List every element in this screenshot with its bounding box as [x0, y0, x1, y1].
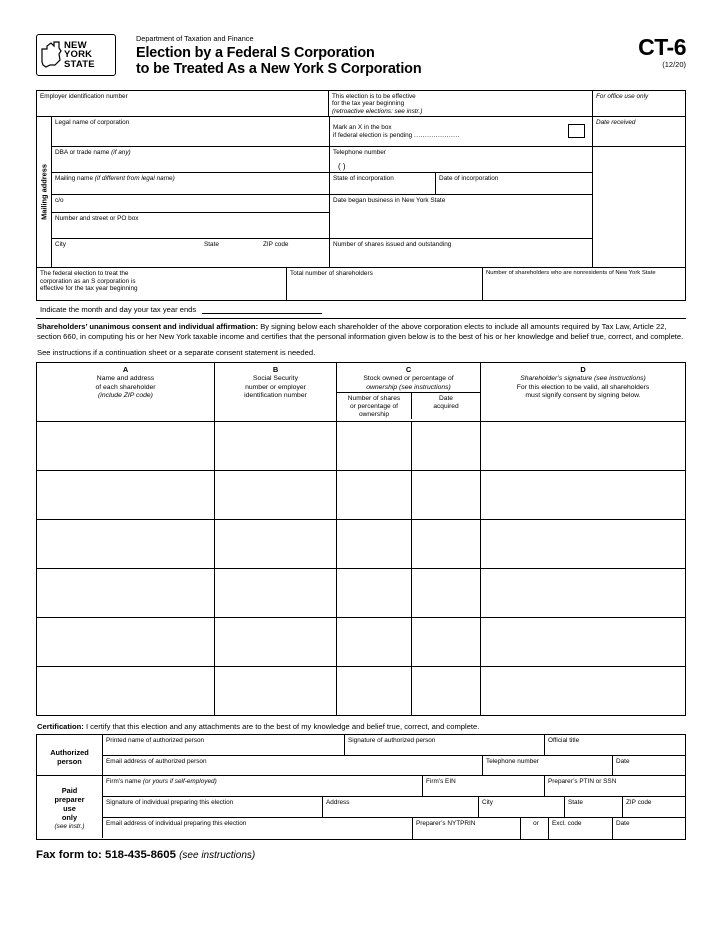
zip-preparer-field[interactable]: [623, 797, 685, 817]
official-title-field[interactable]: [545, 735, 685, 755]
cell-ssn-ein[interactable]: [215, 569, 337, 617]
shareholder-table-header: [37, 363, 685, 421]
nytprin-field[interactable]: [413, 818, 521, 839]
date-began-label: Date began business in New York State: [333, 196, 446, 204]
new-york-state-logo: [36, 34, 116, 76]
date-preparer-field[interactable]: [613, 818, 685, 839]
department-name: Department of Taxation and Finance: [136, 34, 254, 43]
cell-shares[interactable]: [337, 520, 412, 568]
signature-authorized-field[interactable]: [345, 735, 545, 755]
signature-section: [36, 734, 686, 840]
column-header-a: [37, 363, 215, 421]
form-number-block: [600, 34, 686, 69]
consent-paragraph: [37, 322, 686, 342]
federal-election-effective-field[interactable]: [37, 268, 287, 300]
fax-instructions: [36, 849, 686, 861]
co-field[interactable]: [52, 195, 329, 213]
cell-ssn-ein[interactable]: [215, 471, 337, 519]
logo-line3: STATE: [64, 58, 95, 70]
effective-label-line1: This election is to be effective: [332, 92, 416, 100]
effective-label-italic: (retroactive elections: see instr.): [332, 107, 423, 115]
cell-date-acquired[interactable]: [412, 422, 481, 470]
date-received-field: [593, 117, 685, 147]
table-row[interactable]: [37, 617, 685, 666]
ein-label: Employer identification number: [40, 92, 128, 100]
certification-body: I certify that this election and any attachments are to the best of my knowledge and belief true, correct, and complete.: [83, 722, 480, 732]
city-preparer-label: City: [482, 798, 494, 806]
mailing-name-label-text: Mailing name: [55, 174, 94, 182]
state-preparer-label: State: [568, 798, 583, 806]
column-b-letter: B: [272, 365, 279, 375]
cell-signature[interactable]: [481, 520, 685, 568]
logo-line1: NEW: [64, 39, 87, 51]
fax-label: Fax form to: 518-435-8605: [36, 849, 176, 862]
shareholder-table: [36, 362, 686, 716]
paid-preparer-fields: [103, 776, 685, 839]
state-incorp-label: State of incorporation: [333, 174, 394, 182]
cell-name-address[interactable]: [37, 667, 215, 715]
signature-authorized-label: Signature of authorized person: [348, 736, 436, 744]
column-c-sub1: [337, 393, 412, 419]
firm-name-field[interactable]: [103, 776, 423, 796]
form-revision: (12/20): [662, 60, 686, 69]
preparer-ptin-field[interactable]: [545, 776, 685, 796]
official-title-label: Official title: [548, 736, 580, 744]
column-header-b: [215, 363, 337, 421]
federal-left-line2: corporation as an S corporation is: [40, 277, 136, 285]
dba-label: [52, 147, 329, 156]
email-individual-field[interactable]: [103, 818, 413, 839]
preparer-ptin-label: Preparer’s PTIN or SSN: [548, 777, 617, 785]
cell-shares[interactable]: [337, 667, 412, 715]
authorized-person-stub: [37, 735, 103, 775]
certification-paragraph: [37, 722, 686, 731]
federal-left-line1: The federal election to treat the: [40, 270, 129, 277]
email-authorized-field[interactable]: [103, 756, 483, 775]
logo-text: [64, 41, 95, 70]
tax-year-end-input[interactable]: [202, 305, 322, 314]
section-divider: [36, 318, 686, 319]
email-authorized-label: Email address of authorized person: [106, 757, 207, 765]
fax-italic: (see instructions): [179, 850, 256, 862]
date-incorp-label: Date of incorporation: [439, 174, 499, 182]
authorized-row-2: [103, 756, 685, 775]
column-c-sub2-line1: Date: [439, 395, 453, 403]
cell-name-address[interactable]: [37, 520, 215, 568]
federal-election-pending-field[interactable]: [330, 117, 592, 147]
form-body: [36, 34, 686, 861]
column-a-line2: of each shareholder: [95, 383, 156, 391]
column-b-line1: Social Security: [253, 375, 298, 382]
telephone-authorized-field[interactable]: [483, 756, 613, 775]
excl-code-label: Excl. code: [552, 819, 582, 827]
cell-ssn-ein[interactable]: [215, 520, 337, 568]
column-c-sub1-line1: Number of shares: [347, 395, 401, 403]
column-d-line2: must signify consent by signing below.: [525, 392, 641, 400]
mark-x-line2-text: if federal election is pending: [333, 131, 413, 139]
form-title-line1: Election by a Federal S Corporation: [136, 45, 375, 61]
cell-signature[interactable]: [481, 618, 685, 666]
preparer-row-2: [103, 797, 685, 818]
column-c-sub1-line2: or percentage of: [349, 403, 399, 411]
signature-individual-label: Signature of individual preparing this election: [106, 798, 234, 806]
column-c-top: [337, 363, 480, 392]
column-header-c: [337, 363, 481, 421]
firm-name-label-italic: (or yours if self-employed): [142, 777, 217, 785]
column-d-italic-head: Shareholder’s signature (see instructions): [520, 375, 646, 382]
street-row: [52, 195, 592, 239]
authorized-person-fields: [103, 735, 685, 775]
street-field[interactable]: [52, 213, 329, 239]
mark-x-line1: [330, 117, 592, 132]
table-row[interactable]: [37, 421, 685, 470]
firm-name-label-text: Firm’s name: [106, 777, 142, 785]
cell-shares[interactable]: [337, 422, 412, 470]
mark-x-line1-text: Mark an X in the box: [333, 124, 392, 131]
preparer-stub-line1: Paid: [61, 786, 78, 796]
column-c-subheaders: [337, 392, 480, 419]
cell-date-acquired[interactable]: [412, 667, 481, 715]
address-field[interactable]: [323, 797, 479, 817]
preparer-row-1: [103, 776, 685, 797]
table-row[interactable]: [37, 666, 685, 715]
dba-label-text: DBA or trade name: [55, 148, 110, 156]
office-use-field: [593, 91, 685, 117]
header-titles: [136, 34, 600, 77]
federal-left-line3: effective for the tax year beginning: [40, 285, 138, 293]
column-c-sub2-line2: acquired: [433, 403, 459, 411]
date-authorized-label: Date: [616, 757, 630, 765]
date-of-incorporation-field[interactable]: [436, 173, 592, 195]
cell-date-acquired[interactable]: [412, 471, 481, 519]
certification-heading: Certification:: [37, 722, 84, 732]
authorized-stub-line1: Authorized: [50, 747, 89, 757]
signature-individual-field[interactable]: [103, 797, 323, 817]
cell-ssn-ein[interactable]: [215, 667, 337, 715]
preparer-stub-line2: preparer: [54, 795, 85, 805]
column-b-line3: identification number: [244, 392, 307, 400]
preparer-stub-line4: only: [61, 813, 78, 823]
cell-signature[interactable]: [481, 569, 685, 617]
preparer-stub-line3: use: [63, 804, 76, 814]
date-preparer-label: Date: [616, 819, 630, 827]
mailing-address-spine: [37, 117, 52, 267]
authorized-row-1: [103, 735, 685, 756]
table-row[interactable]: [37, 568, 685, 617]
office-use-label: For office use only: [596, 92, 649, 100]
office-use-column: [593, 91, 685, 267]
mailing-name-label-italic: (if different from legal name): [94, 174, 175, 182]
cell-date-acquired[interactable]: [412, 569, 481, 617]
co-street-group: [52, 195, 330, 239]
or-separator: [521, 818, 549, 839]
consent-body: By signing below each shareholder of the above corporation elects to include all amounts required by Tax Law, Article 22, section 660, in computing his or her New York taxable income and certifies that the personal information given below is to the best of his or her knowledge and belief true, correct, and complete.: [37, 322, 684, 342]
column-header-d: [481, 363, 685, 421]
telephone-label: Telephone number: [333, 148, 386, 156]
mark-x-dots: .....................: [414, 131, 460, 139]
zip-label: ZIP code: [263, 240, 289, 248]
firm-name-label: [103, 776, 422, 785]
office-use-blank: [593, 147, 685, 259]
ein-field[interactable]: [37, 91, 329, 117]
nonresident-shareholders-field[interactable]: [483, 268, 685, 300]
tax-year-end-label: Indicate the month and day your tax year ends: [40, 305, 197, 314]
cell-shares[interactable]: [337, 618, 412, 666]
column-c-italic: ownership (see instructions): [366, 383, 451, 391]
printed-name-field[interactable]: [103, 735, 345, 755]
shares-issued-label: Number of shares issued and outstanding: [333, 240, 452, 248]
cell-shares[interactable]: [337, 569, 412, 617]
total-shareholders-label: Total number of shareholders: [290, 270, 373, 277]
date-began-business-field[interactable]: [330, 195, 592, 239]
logo-line2: YORK: [64, 49, 93, 61]
form-title-line2: to be Treated As a New York S Corporation: [136, 61, 422, 77]
telephone-authorized-label: Telephone number: [486, 757, 539, 765]
consent-note: See instructions if a continuation sheet or a separate consent statement is needed.: [37, 348, 316, 358]
cell-signature[interactable]: [481, 667, 685, 715]
cell-name-address[interactable]: [37, 471, 215, 519]
cell-name-address[interactable]: [37, 618, 215, 666]
paid-preparer-stub: [37, 776, 103, 838]
left-columns: [37, 91, 593, 267]
mailing-address-fields: [52, 117, 592, 267]
zip-preparer-label: ZIP code: [626, 798, 652, 806]
mark-x-line2: [330, 132, 592, 140]
legal-name-field[interactable]: [52, 117, 330, 147]
mailing-address-group: [37, 117, 592, 267]
column-c-letter: C: [405, 365, 412, 375]
cell-name-address[interactable]: [37, 422, 215, 470]
cell-shares[interactable]: [337, 471, 412, 519]
telephone-field[interactable]: [330, 147, 592, 173]
state-label: State: [204, 240, 219, 248]
federal-election-pending-checkbox[interactable]: [568, 124, 585, 138]
email-individual-label: Email address of individual preparing this election: [106, 819, 247, 827]
legal-name-row: [52, 117, 592, 147]
preparer-row-3: [103, 818, 685, 839]
city-preparer-field[interactable]: [479, 797, 565, 817]
table-row[interactable]: [37, 519, 685, 568]
state-preparer-field[interactable]: [565, 797, 623, 817]
ny-state-outline-icon: [40, 40, 62, 70]
dba-row: [52, 147, 592, 173]
nytprin-label: Preparer’s NYTPRIN: [416, 819, 476, 827]
shares-issued-field[interactable]: [330, 239, 592, 267]
mailing-name-field[interactable]: [52, 173, 330, 195]
form-number: CT-6: [638, 34, 686, 60]
date-received-label: Date received: [596, 118, 636, 126]
column-a-line1: Name and address: [96, 375, 155, 382]
column-d-letter: D: [580, 365, 586, 375]
state-of-incorporation-field[interactable]: [330, 173, 436, 195]
consent-heading: Shareholders’ unanimous consent and individual affirmation:: [37, 322, 259, 331]
column-b-line2: number or employer: [245, 383, 306, 391]
cell-signature[interactable]: [481, 422, 685, 470]
cell-date-acquired[interactable]: [412, 618, 481, 666]
firm-ein-field[interactable]: [423, 776, 545, 796]
address-label: Address: [326, 798, 350, 806]
telephone-paren: ( ): [338, 162, 346, 172]
column-c-line1: Stock owned or percentage of: [363, 375, 454, 382]
column-a-letter: A: [122, 365, 129, 375]
nonresident-shareholders-label: Number of shareholders who are nonresidents of New York State: [486, 270, 656, 276]
mailing-address-label: Mailing address: [39, 164, 49, 220]
firm-ein-label: Firm’s EIN: [426, 777, 456, 785]
cell-name-address[interactable]: [37, 569, 215, 617]
mailing-name-row: [52, 173, 592, 195]
effective-label-line2: for the tax year beginning: [332, 100, 405, 108]
cell-ssn-ein[interactable]: [215, 618, 337, 666]
column-c-sub2: [412, 393, 480, 419]
paid-preparer-group: [37, 775, 685, 839]
form-header: [36, 34, 686, 90]
authorized-stub-line2: person: [57, 756, 82, 766]
city-label: City: [55, 240, 67, 248]
column-d-line1: For this election to be valid, all shareholders: [516, 383, 650, 391]
federal-election-strip: [36, 267, 686, 301]
mailing-name-label: [52, 173, 329, 182]
tax-year-end-row: [36, 301, 686, 317]
dba-field[interactable]: [52, 147, 330, 173]
dba-label-italic: (if any): [111, 148, 131, 156]
ein-row: [37, 91, 592, 117]
excl-code-field[interactable]: [549, 818, 613, 839]
street-label: Number and street or PO box: [55, 214, 139, 222]
printed-name-label: Printed name of authorized person: [106, 736, 205, 744]
identification-section: [36, 90, 686, 267]
date-authorized-field[interactable]: [613, 756, 685, 775]
cell-date-acquired[interactable]: [412, 520, 481, 568]
legal-name-label: Legal name of corporation: [55, 118, 130, 126]
city-state-zip-field[interactable]: [52, 239, 330, 267]
city-row: [52, 239, 592, 267]
effective-date-field[interactable]: [329, 91, 592, 117]
column-c-sub1-line3: ownership: [358, 411, 390, 419]
total-shareholders-field[interactable]: [287, 268, 483, 300]
authorized-person-group: [37, 735, 685, 775]
or-label: or: [533, 819, 539, 827]
cell-signature[interactable]: [481, 471, 685, 519]
preparer-stub-note: (see instr.): [54, 823, 85, 831]
cell-ssn-ein[interactable]: [215, 422, 337, 470]
co-label: c/o: [55, 196, 64, 204]
column-a-italic: (include ZIP code): [98, 392, 153, 400]
table-row[interactable]: [37, 470, 685, 519]
